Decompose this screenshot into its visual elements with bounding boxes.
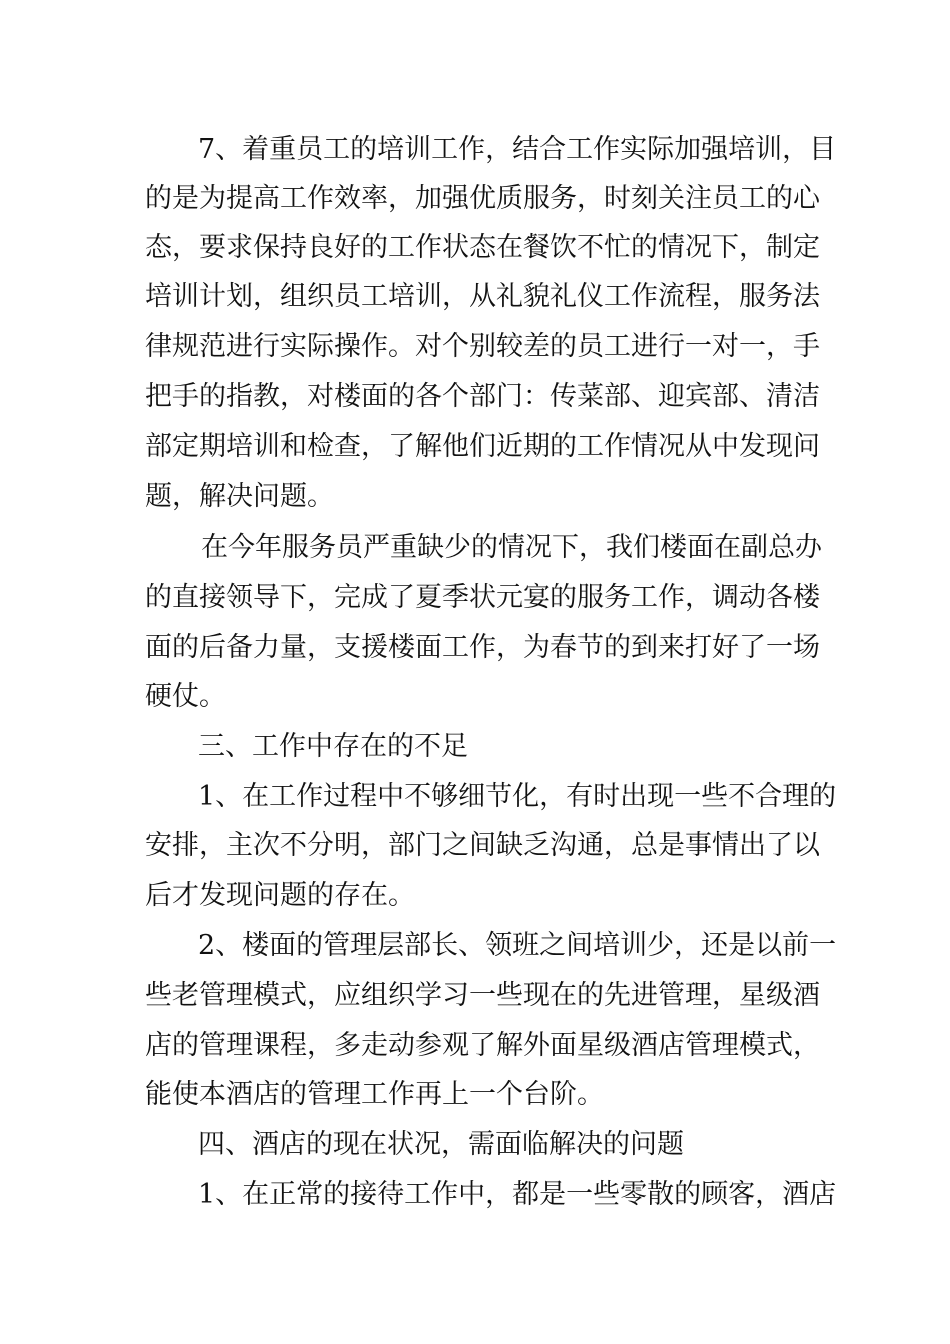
text-line: 的直接领导下，完成了夏季状元宴的服务工作，调动各楼 bbox=[145, 582, 820, 613]
text-line: 的是为提高工作效率，加强优质服务，时刻关注员工的心 bbox=[145, 183, 820, 214]
text-line: 态，要求保持良好的工作状态在餐饮不忙的情况下，制定 bbox=[145, 232, 820, 263]
text-line: 培训计划，组织员工培训，从礼貌礼仪工作流程，服务法 bbox=[145, 281, 820, 312]
text-line: 面的后备力量，支援楼面工作，为春节的到来打好了一场 bbox=[145, 632, 820, 663]
text-line: 把手的指教，对楼面的各个部门：传菜部、迎宾部、清洁 bbox=[145, 381, 820, 412]
text-line: 能使本酒店的管理工作再上一个台阶。 bbox=[145, 1079, 604, 1110]
text-line: 2、楼面的管理层部长、领班之间培训少，还是以前一 bbox=[198, 930, 837, 961]
section-heading: 三、工作中存在的不足 bbox=[198, 731, 468, 762]
text-line: 1、在工作过程中不够细节化，有时出现一些不合理的 bbox=[198, 781, 837, 812]
text-line: 1、在正常的接待工作中，都是一些零散的顾客，酒店 bbox=[198, 1179, 837, 1210]
text-line: 硬仗。 bbox=[145, 681, 226, 712]
text-line: 在今年服务员严重缺少的情况下，我们楼面在副总办 bbox=[201, 532, 822, 563]
text-line: 安排，主次不分明，部门之间缺乏沟通，总是事情出了以 bbox=[145, 830, 820, 861]
text-line: 后才发现问题的存在。 bbox=[145, 880, 415, 911]
section-heading: 四、酒店的现在状况，需面临解决的问题 bbox=[198, 1129, 684, 1160]
text-line: 7、着重员工的培训工作，结合工作实际加强培训，目 bbox=[198, 134, 837, 165]
text-line: 店的管理课程，多走动参观了解外面星级酒店管理模式， bbox=[145, 1030, 820, 1061]
text-line: 部定期培训和检查，了解他们近期的工作情况从中发现问 bbox=[145, 431, 820, 462]
text-line: 律规范进行实际操作。对个别较差的员工进行一对一，手 bbox=[145, 331, 820, 362]
text-line: 些老管理模式，应组织学习一些现在的先进管理，星级酒 bbox=[145, 980, 820, 1011]
text-line: 题，解决问题。 bbox=[145, 481, 334, 512]
